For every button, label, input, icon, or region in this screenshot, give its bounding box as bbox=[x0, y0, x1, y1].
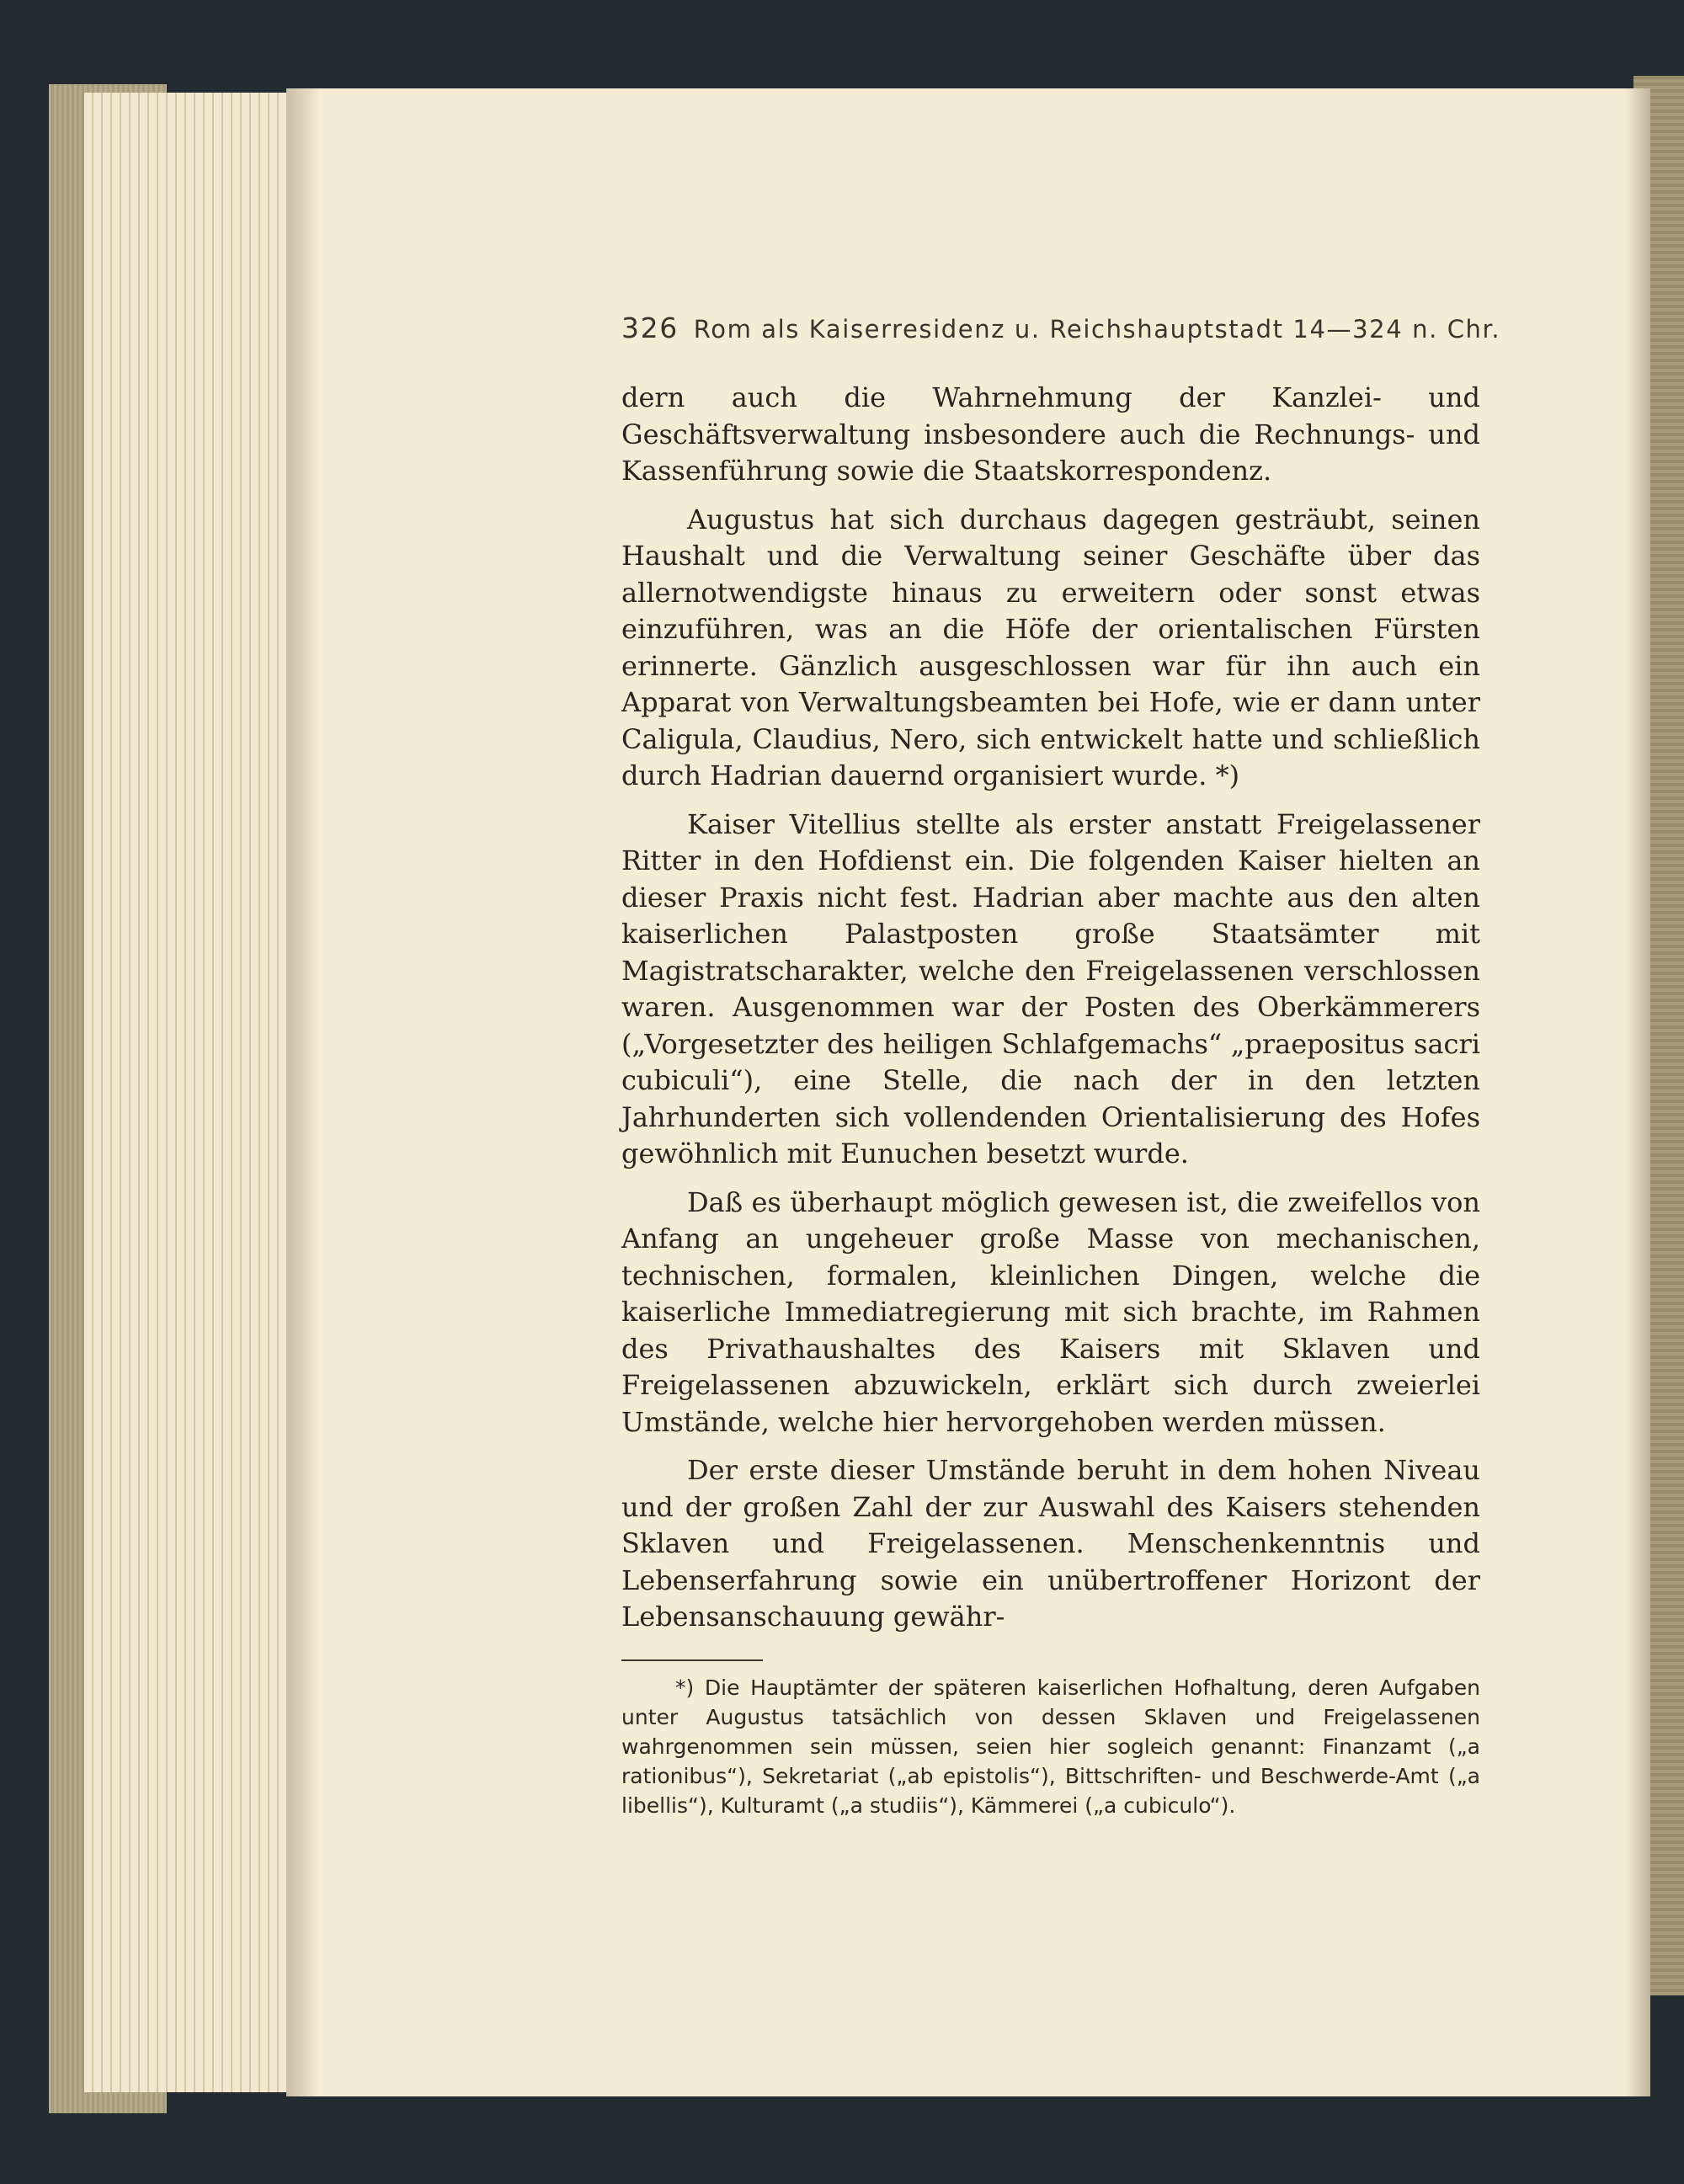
page-edges bbox=[84, 93, 312, 2092]
page-edge-shadow bbox=[1625, 88, 1650, 2096]
page-text bbox=[621, 312, 1501, 1820]
gutter-shadow bbox=[286, 88, 320, 2096]
paragraph-2: Augustus hat sich durchaus dagegen gesträubt, seinen Haushalt und die Verwaltung seiner Geschäfte über das allernotwendigste hinaus zu erweitern oder sonst etwas einzuführen, was an die Höfe der orientalischen Fürsten erinnerte. Gänzlich ausgeschlossen war für ihn auch ein Apparat von Verwaltungsbeamten bei Hofe, wie er dann unter Caligula, Claudius, Nero, sich entwickelt hatte und schließlich durch Hadrian dauernd organisiert wurde. *) bbox=[621, 503, 1480, 791]
footnote-divider bbox=[621, 1659, 763, 1661]
paragraph-4: Daß es überhaupt möglich gewesen ist, die zweifellos von Anfang an ungeheuer große Masse von mechanischen, technischen, formalen, kleinlichen Dingen, welche die kaiserliche Immediatregierung mit sich brachte, im Rahmen des Privathaushaltes des Kaisers mit Sklaven und Freigelassenen abzuwickeln, erklärt sich durch zweierlei Umstände, welche hier hervorgehoben werden müssen. bbox=[621, 1185, 1480, 1438]
paragraph-1: dern auch die Wahrnehmung der Kanzlei- und Geschäftsverwaltung insbesondere auch die Rechnungs- und Kassenführung sowie die Staatskorrespondenz. bbox=[621, 381, 1480, 487]
page-number: 326 bbox=[621, 312, 679, 344]
running-title: Rom als Kaiserresidenz u. Reichshauptstadt 14—324 n. Chr. bbox=[693, 315, 1501, 344]
paragraph-3: Kaiser Vitellius stellte als erster anstatt Freigelassener Ritter in den Hofdienst ein. Die folgenden Kaiser hielten an dieser Praxis nicht fest. Hadrian aber machte aus den alten kaiserlichen Palastposten große Staatsämter mit Magistratscharakter, welche den Freigelassenen verschlossen waren. Ausgenommen war der Posten des Oberkämmerers („Vorgesetzter des heiligen Schlafgemachs“ „praepositus sacri cubiculi“), eine Stelle, die nach der in den letzten Jahrhunderten sich vollendenden Orientalisierung des Hofes gewöhnlich mit Eunuchen besetzt wurde. bbox=[621, 807, 1480, 1169]
running-head bbox=[621, 312, 1501, 344]
paragraph-5: Der erste dieser Umstände beruht in dem hohen Niveau und der großen Zahl der zur Auswahl des Kaisers stehenden Sklaven und Freigelassenen. Menschenkenntnis und Lebenserfahrung sowie ein unübertroffener Horizont der Lebensanschauung gewähr- bbox=[621, 1454, 1480, 1633]
footnote: *) Die Hauptämter der späteren kaiserlichen Hofhaltung, deren Aufgaben unter Augustus tatsächlich von dessen Sklaven und Freigelassenen wahrgenommen sein müssen, seien hier sogleich genannt: Finanzamt („a rationibus“), Sekretariat („ab epistolis“), Bittschriften- und Beschwerde-Amt („a libellis“), Kulturamt („a studiis“), Kämmerei („a cubiculo“). bbox=[621, 1675, 1480, 1818]
